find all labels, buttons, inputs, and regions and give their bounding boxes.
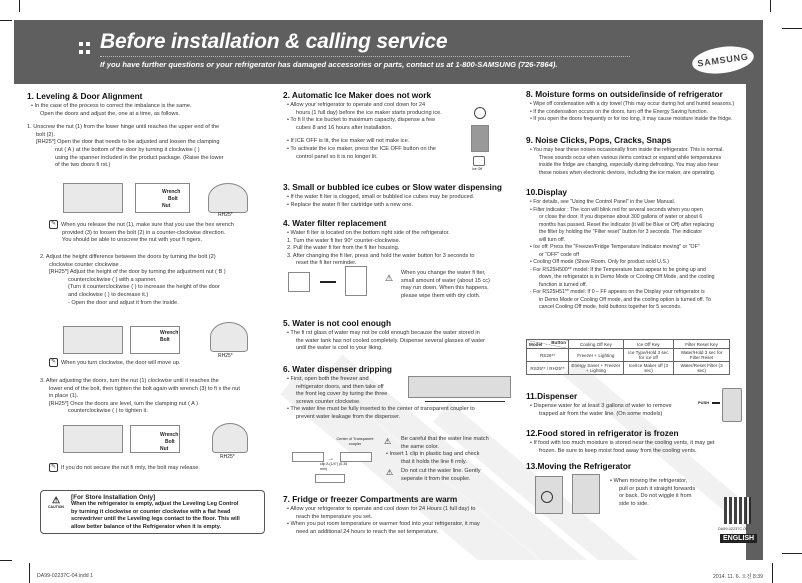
step-text: 2. Adjust the height difference between the doors by turning the bolt (2) — [40, 254, 216, 260]
warning-text: please wipe them with dry cloth. — [401, 292, 481, 299]
arrow-right-icon: → — [328, 456, 334, 462]
text-line: or back. Do not wiggle it from — [619, 493, 692, 500]
arrow-right-icon — [712, 402, 720, 404]
step-text: lower end of the bolt, then tighten the bolt again with wrench (3) to fi x the nut — [49, 385, 240, 392]
label-wrench: Wrench — [160, 432, 179, 438]
doc-code: DA99-02237C-05 — [718, 527, 748, 531]
text-line: • If you open the doors frequently or for too long, it may cause moisture inside the fridge. — [530, 116, 733, 123]
text-line: hours (1 full day) before the ice maker starts producing ice. — [296, 109, 442, 116]
table-cell: Water/Reset Filter (3 sec) — [674, 362, 730, 375]
label-nut: Nut — [162, 203, 171, 209]
table-header-row — [527, 340, 730, 349]
text-line: or "OFF" code off — [539, 251, 579, 258]
text-line: pull or push it straight forwards — [619, 485, 696, 492]
text-line: cubes 8 and 16 hours after installation. — [296, 124, 393, 131]
text-line: 2. Pull the water fi lter from the fi lter housing. — [287, 245, 400, 252]
caution-box — [40, 490, 265, 534]
crop-mark — [0, 560, 12, 561]
text-line: • Filter indicator : The icon will blink red for several seconds when you open — [530, 206, 703, 213]
text-line: the filter by holding the "Filter reset" button for 3 seconds. The indicator — [539, 229, 703, 235]
corner-button-label: Button — [551, 340, 566, 345]
text-line: trapped air from the water line. (On some models) — [539, 410, 663, 417]
text-line: • Allow your refrigerator to operate and cool down for 24 Hours (1 full day) to — [287, 506, 476, 512]
caution-text: When the refrigerator is empty, adjust the Leveling Leg Control — [71, 501, 239, 508]
qr-code — [724, 497, 751, 524]
text-line: down, the refrigerator is in Demo Mode or Cooling Off Mode, and the cooling — [539, 274, 715, 280]
section-moving — [526, 461, 741, 473]
section-ice-maker — [283, 90, 478, 161]
leg-cover-diagram — [425, 401, 505, 402]
warning-icon: ⚠ — [385, 273, 394, 283]
step-text: of the two doors fi rst.) — [55, 162, 111, 169]
section-title: 7. Fridge or freezer Compartments are warm — [283, 494, 458, 504]
note-text: When you turn clockwise, the door will move up. — [61, 359, 181, 366]
step-text: in place (1). — [49, 393, 79, 400]
text-line: • Dispense water for at least 3 gallons of water to remove — [530, 403, 672, 409]
warning-text: seperate it from the coupler. — [401, 475, 471, 482]
warning-icon: ⚠ — [384, 437, 392, 446]
step-text: and clockwise ( ) to decrease it.) — [68, 291, 149, 298]
note-text: When you release the nut (1), make sure that you use the hex wrench — [61, 221, 234, 228]
cut-warning — [401, 468, 521, 483]
clock-icon — [474, 107, 486, 119]
text-line: function is turned off. — [539, 281, 588, 288]
caution-icon: ⚠ CAUTION — [47, 497, 65, 512]
figure-push-fridge — [572, 474, 600, 514]
text-line: • You may hear these noises occasionally from inside the refrigerator. This is normal. — [530, 147, 724, 153]
text-line: - For RS25H51** model: If 0 – FF appears on the Display your refrigerator is — [530, 289, 705, 295]
text-line: • Allow your refrigerator to operate and cool down for 24 — [287, 102, 426, 108]
note-text: If you do not secure the nut fi rmly, the bolt may release. — [61, 464, 200, 471]
note-text: You should be able to unscrew the nut with your fi ngers. — [62, 237, 203, 244]
moving-text — [610, 478, 710, 508]
text-line: prevent water leakage from the dispenser. — [296, 413, 401, 420]
caution-label: CAUTION — [48, 505, 64, 510]
note-secure-nut — [49, 463, 269, 473]
warning-text: small amount of water (about 15 cc) — [401, 277, 490, 284]
note-clockwise — [49, 358, 269, 368]
ice-off-label: Ice Off — [472, 167, 483, 171]
step-text: bolt (2). — [36, 131, 55, 138]
text-line: will turn off. — [539, 236, 566, 243]
text-line: frozen. Be sure to keep moist food away from the cooling vents. — [539, 447, 697, 454]
text-line: the water tank has not cooled completely. Dispense several glasses of water — [296, 337, 485, 344]
step-text: [RH25*] Adjust the height of the door by turning the adjustment nut ( B ) — [49, 269, 226, 276]
figure-filter-removal — [345, 266, 367, 296]
step-text: nut ( A ) at the bottom of the door by turning it clockwise ( ) — [55, 146, 200, 153]
figure-fridge-bottom — [63, 183, 123, 213]
coupler-warning — [386, 436, 526, 466]
section-title: 13.Moving the Refrigerator — [526, 461, 632, 471]
figure-filter-housing — [288, 272, 310, 292]
text-line: or close the door. If you dispense about 300 gallons of water or about 6 — [539, 214, 703, 220]
text-line: these noises when electronic devices, including the ice maker, are operating. — [539, 169, 716, 176]
samsung-logo: SAMSUNG — [690, 43, 755, 77]
note-hex-wrench — [49, 220, 269, 245]
text-line: • If ICE OFF is lit, the ice maker will not make ice. — [287, 138, 410, 145]
text-line: reach the temperature you set. — [296, 513, 373, 520]
table-row — [527, 362, 730, 375]
text-line: • Wipe off condensation with a dry towel (This may occur during hot and humid seasons.) — [530, 101, 735, 107]
label-rh25: RH25* — [218, 212, 233, 218]
section-water-not-cool — [283, 318, 523, 353]
text-line: reset the fi lter reminder. — [296, 260, 357, 267]
crop-mark — [0, 20, 12, 21]
text-line: • Replace the water fi lter cartridge with a new one. — [287, 201, 414, 208]
text-line: months has passed. Reset the indicator (it will be Blue or Off) after replacing — [539, 221, 714, 228]
text-line: • Ice off: Press the "Freezer/Fridge Temperature Indicator moving" or "OF" — [530, 244, 700, 250]
warning-text: When you change the water fi lter, — [401, 270, 486, 276]
figure-dispenser-push — [722, 388, 742, 422]
note-icon: ✎ — [50, 359, 57, 365]
step-text: 1. Unscrew the nut (1) from the lower hinge until reaches the upper end of the — [27, 124, 220, 131]
text-line: • When you put room temperature or warmer food into your refrigerator, it may — [287, 521, 480, 528]
text-line: • Cooling Off mode (Show Room. Only for product sold U.S.) — [530, 259, 669, 265]
figure-fridge-bottom — [63, 326, 123, 354]
filter-warning — [401, 270, 521, 300]
section-compartments-warm — [283, 494, 523, 536]
figure-coupler — [292, 452, 324, 462]
table-cell: Water/Hold 3 sec for Filter Reset — [674, 349, 730, 362]
clip-label: clip A (1/4") (6.35 mm) — [320, 462, 348, 471]
crop-mark — [770, 0, 771, 12]
text-line: • If the condensation occurs on the doors, turn off the Energy Saving function. — [530, 108, 708, 115]
label-rh25: RH25* — [218, 353, 233, 359]
text-line: cancel Cooling Off mode, hold buttons together for 5 seconds. — [539, 304, 682, 310]
section-title: 5. Water is not cool enough — [283, 318, 392, 328]
section-leveling — [27, 91, 267, 170]
crop-mark — [772, 563, 773, 583]
text-line: in Demo Mode or Cooling Off mode, and the cooling option is turned off. To — [539, 296, 711, 303]
text-line: 3. After changing the fi lter, press and hold the water button for 3 seconds to — [287, 252, 475, 259]
figure-dispenser — [471, 125, 489, 152]
section-display — [526, 187, 746, 312]
caution-text: allow better balance of the Refrigerator when it is empty. — [71, 523, 222, 530]
table-cell: Ice Type/Hold 3 sec for ice off — [623, 349, 673, 362]
text-line: the front leg cover by turing the three — [296, 391, 388, 398]
section-title: 10.Display — [526, 187, 568, 197]
table-corner-cell — [527, 340, 569, 349]
text-line: • To activate the ice maker, press the ICE OFF button on the — [287, 145, 436, 152]
figure-fridge-doors-open — [408, 376, 511, 398]
step-text: using the spanner included in the product package. (Raise the lower — [55, 154, 224, 161]
figure-rh25-nut — [210, 322, 248, 352]
footer-date: 2014. 11. 6. 오전 8:39 — [713, 574, 764, 580]
coupler-label: Center of Transparent coupler — [336, 437, 374, 446]
text-line: side to side. — [619, 500, 649, 507]
table-header: Cooling Off Key — [569, 340, 624, 349]
text-line: • The water line must be fully inserted to the center of transparent coupler to — [287, 406, 475, 413]
text-line: - For RS25H500** model: If the Temperature bars appear to be going up and — [530, 266, 706, 273]
section-food-frozen — [526, 428, 741, 455]
corner-model-label: Model — [529, 342, 543, 347]
button-key-table — [526, 339, 730, 375]
step-text: 3. After adjusting the doors, turn the nut (1) clockwise until it reaches the — [40, 378, 219, 384]
ice-off-icon — [473, 156, 485, 166]
step-text: clockwise counter clockwise . — [49, 261, 122, 268]
label-bolt: Bolt — [160, 337, 170, 343]
text-line: • Insert 1 clip in plastic bag and check — [386, 451, 480, 458]
text-line: • If the water fi lter is clogged, small or bubbled ice cubes may be produced. — [287, 194, 475, 200]
step-text: - Open the door and adjust it from the inside. — [68, 299, 179, 306]
warning-icon: ⚠ — [386, 468, 394, 477]
section-title: 12.Food stored in refrigerator is frozen — [526, 428, 679, 438]
text-line: Open the doors and adjust the, one at a time, as follows. — [40, 110, 180, 117]
prohibited-icon — [541, 491, 553, 503]
table-row — [527, 349, 730, 362]
section-moisture — [526, 89, 746, 124]
section-title: 1. Leveling & Door Alignment — [27, 91, 143, 101]
text-line: • The fi rst glass of water may not be cold enough because the water stored in — [287, 330, 480, 336]
footer-file: DA99-02237C-04.indd 1 — [37, 573, 93, 579]
section-title: 9. Noise Clicks, Pops, Cracks, Snaps — [526, 135, 672, 145]
section-dispenser — [526, 391, 696, 418]
warning-text: the same color. — [401, 443, 439, 450]
table-cell: RS25** / RH25** — [527, 362, 569, 375]
text-line: • When moving the refrigerator, — [610, 478, 688, 484]
text-line: that it holds the line fi rmly. — [401, 458, 467, 465]
text-line: • First, open both the freezer and — [287, 376, 369, 382]
side-band — [746, 84, 763, 560]
text-line: refrigerator doors, and then take off — [296, 383, 384, 390]
bullet-dots-icon — [79, 42, 93, 56]
table-cell: RS26** — [527, 349, 569, 362]
caution-title: [For Store Installation Only] — [71, 494, 156, 501]
label-bolt: Bolt — [168, 196, 178, 202]
text-line: These sounds occur when various items contract or expand while temperatures — [539, 154, 722, 161]
page-subtitle: If you have further questions or your refrigerator has damaged accessories or parts, contact us at 1-800-SAMSUNG (726-7864). — [100, 60, 558, 69]
page-title: Before installation & calling service — [100, 30, 448, 53]
text-line: control panel so it is no longer lit. — [296, 153, 378, 160]
step-text: [RH25*] Open the door that needs to be adjusted and loosen the clamping — [36, 139, 220, 146]
language-badge: ENGLISH — [720, 534, 757, 543]
section-noise — [526, 135, 746, 177]
warning-text: Do not cut the water line. Gently — [401, 468, 481, 474]
table-cell: Freezer + Lighting — [569, 349, 624, 362]
crop-mark — [29, 563, 30, 583]
note-icon: ✎ — [50, 221, 57, 227]
push-label: PUSH — [698, 400, 710, 405]
table-cell: Energy Saver + Freezer + Lighting — [569, 362, 624, 375]
figure-coupler-inserted — [340, 452, 372, 462]
text-line: 1. Turn the water fi lter 90° counter-clockwise. — [287, 237, 401, 244]
label-rh25: RH25* — [220, 454, 235, 460]
warning-text: may run down. When this happens, — [401, 285, 489, 292]
text-line: screws counter clockwise. — [296, 398, 361, 405]
step-text: [RH25*] Once the doors are level, turn the clamping nut ( A ) — [49, 400, 198, 407]
caution-text: by turning it clockwise or counter clockwise with a flat head — [71, 508, 231, 515]
section-title: 8. Moisture forms on outside/inside of refrigerator — [526, 89, 723, 99]
section-title: 2. Automatic Ice Maker does not work — [283, 90, 432, 100]
section-title: 3. Small or bubbled ice cubes or Slow water dispensing — [283, 182, 502, 192]
label-nut: Nut — [160, 446, 169, 452]
label-wrench: Wrench — [160, 330, 179, 336]
table-header: Filter Reset Key — [674, 340, 730, 349]
figure-clip — [315, 474, 345, 483]
arrow-right-icon — [320, 281, 336, 283]
text-line: • If food with too much moisture is stored near the cooling vents, it may get — [530, 440, 715, 446]
section-water-filter — [283, 218, 523, 268]
text-line: • To fi ll the ice bucket to maximum capacity, dispense a few — [287, 117, 435, 124]
crop-mark — [782, 553, 802, 554]
text-line: • For details, see "Using the Control Panel" in the User Manual. — [530, 199, 676, 205]
crop-mark — [782, 28, 802, 29]
title-rule — [100, 56, 630, 57]
text-line: inside the fridge are changing, especially during defrosting. You may also hear — [539, 162, 719, 169]
figure-rh25-nut — [212, 423, 248, 453]
section-title: 6. Water dispenser dripping — [283, 364, 392, 374]
step-3 — [40, 378, 270, 416]
section-title: 11.Dispenser — [526, 391, 578, 401]
crop-mark — [19, 0, 20, 12]
note-icon: ✎ — [50, 464, 57, 470]
section-title: 4. Water filter replacement — [283, 218, 387, 228]
warning-text: Be careful that the water line match — [401, 436, 489, 442]
note-text: provided (3) to loosen the bolt (2) in a counter-clockwise direction. — [62, 229, 226, 236]
table-header: Ice Off Key — [623, 340, 673, 349]
section-small-ice-cubes — [283, 182, 523, 209]
figure-fridge-bottom — [63, 425, 123, 453]
step-text: (Turn it counterclockwise ( ) to increase the height of the door — [68, 284, 220, 291]
text-line: • In the case of the process to correct the imbalance is the same. — [31, 103, 192, 109]
table-cell: Ice/Ice Maker off (3 sec) — [623, 362, 673, 375]
text-line: until the water is cool to your liking. — [296, 345, 383, 352]
label-wrench: Wrench — [162, 189, 181, 195]
step-text: counterclockwise ( ) to tighten it. — [68, 408, 148, 415]
text-line: • Water fi lter is located on the bottom right side of the refrigerator. — [287, 230, 450, 236]
figure-rh25-nut — [208, 183, 248, 213]
text-line: need an additional 24 hours to reach the set temperature. — [296, 528, 439, 535]
step-2 — [40, 254, 270, 307]
step-text: counterclockwise ( ) with a spanner. — [68, 276, 157, 283]
caution-text: screwdriver until the Leveling legs contact to the floor. This will — [71, 516, 240, 523]
label-bolt: Bolt — [165, 439, 175, 445]
